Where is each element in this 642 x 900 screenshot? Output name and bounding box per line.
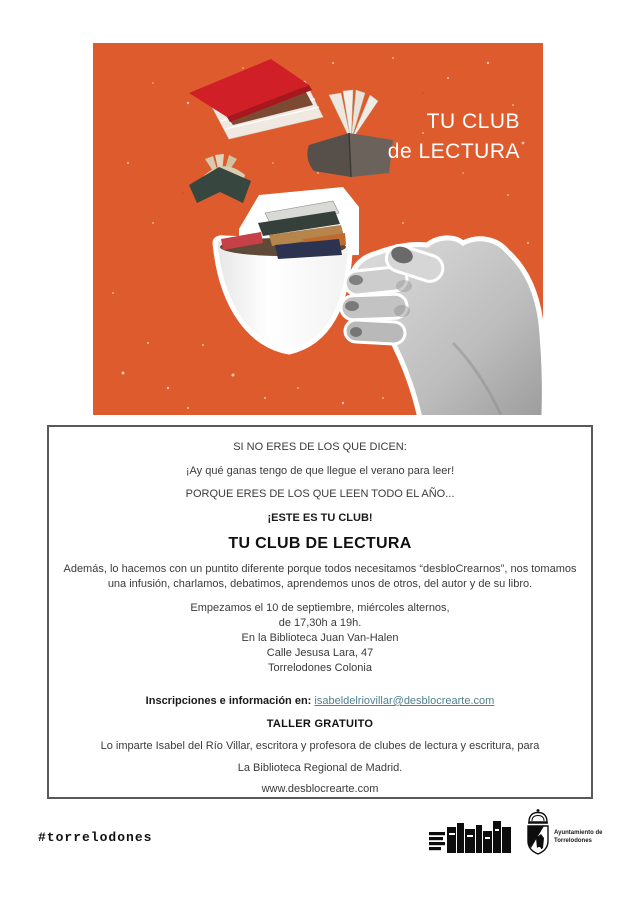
- inscription-line: [49, 694, 591, 709]
- imparte-line-1: Lo imparte Isabel del Río Villar, escritora y profesora de clubes de lectura y escritura, para: [100, 740, 540, 752]
- schedule-line-1: Empezamos el 10 de septiembre, miércoles alternos,: [190, 602, 450, 614]
- bibliotecas-logo: [428, 819, 512, 861]
- inscription-email-link[interactable]: isabeldelriovillar@desblocrearte.com: [314, 695, 495, 707]
- taller-gratuito-line: TALLER GRATUITO: [266, 718, 374, 730]
- poster-title-line2: de LECTURA: [387, 140, 520, 163]
- location-line-2: Calle Jesusa Lara, 47: [266, 647, 374, 659]
- intro-line-4: ¡ESTE ES TU CLUB!: [267, 512, 373, 524]
- green-book-icon: [189, 154, 251, 203]
- schedule-line-2: de 17,30h a 19h.: [278, 617, 362, 629]
- hashtag-torrelodones: #torrelodones: [38, 830, 153, 845]
- shield-icon: [528, 826, 548, 854]
- poster-image: [93, 43, 543, 415]
- cup-of-books-illustration: [215, 187, 543, 415]
- intro-line-2: ¡Ay qué ganas tengo de que llegue el verano para leer!: [185, 465, 455, 477]
- red-book-icon: [189, 59, 323, 139]
- schedule-block: [49, 601, 591, 676]
- club-heading: TU CLUB DE LECTURA: [228, 535, 412, 552]
- description-paragraph: Además, lo hacemos con un puntito diferente porque todos necesitamos “desbloCrearnos”, nos tomamos una infusión, charlamos, debatimos, aprendemos unos de otros, del autor y de su libro.: [63, 563, 577, 590]
- website-line: www.desblocrearte.com: [261, 783, 379, 795]
- ayuntamiento-label-line2: Torrelodones: [554, 838, 592, 844]
- ayuntamiento-label-line1: Ayuntamiento de: [554, 830, 603, 836]
- book-cup-collage-illustration: [93, 43, 543, 415]
- imparte-line-2: La Biblioteca Regional de Madrid.: [237, 762, 403, 774]
- intro-line-3: PORQUE ERES DE LOS QUE LEEN TODO EL AÑO...: [185, 488, 455, 500]
- intro-line-1: SI NO ERES DE LOS QUE DICEN:: [233, 441, 407, 453]
- info-box: [47, 425, 593, 799]
- poster-title-line1: TU CLUB: [426, 110, 520, 133]
- crown-icon: [528, 809, 548, 823]
- location-line-1: En la Biblioteca Juan Van-Halen: [241, 632, 399, 644]
- gray-book-icon: [307, 90, 393, 177]
- location-line-3: Torrelodones Colonia: [268, 662, 372, 674]
- inscription-label: Inscripciones e información en:: [145, 695, 315, 707]
- poster-title: [388, 107, 520, 167]
- hand-icon: [341, 238, 543, 415]
- ayuntamiento-torrelodones-logo: [524, 808, 608, 864]
